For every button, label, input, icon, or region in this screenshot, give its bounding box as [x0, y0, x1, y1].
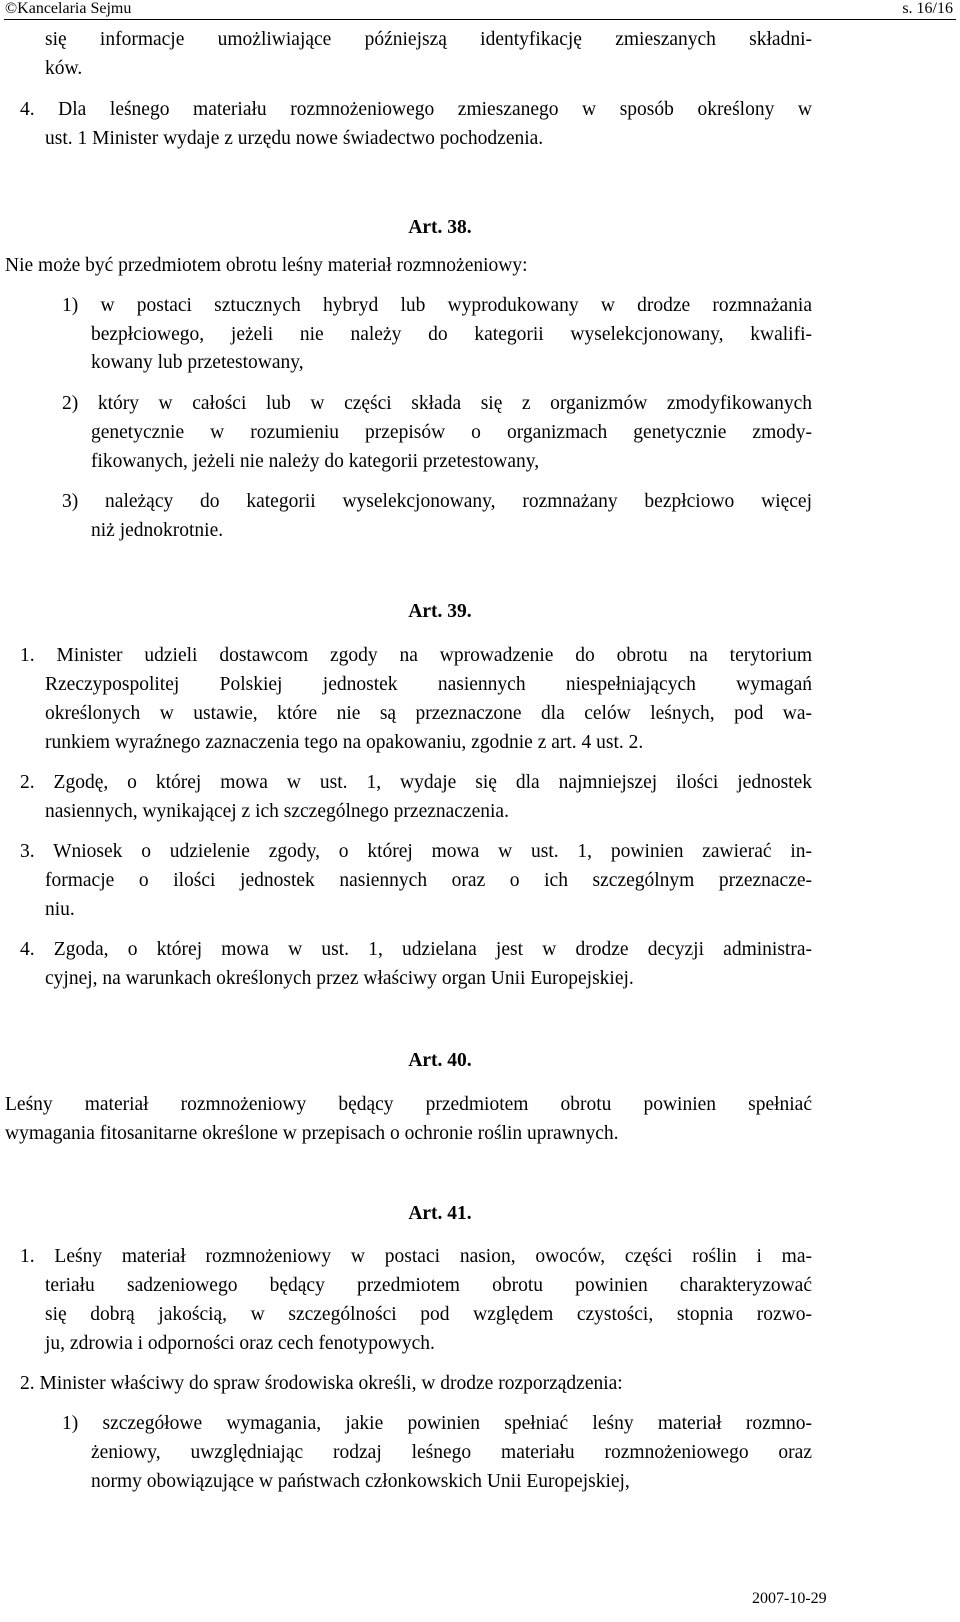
text-line: ust. 1 Minister wydaje z urzędu nowe świadectwo pochodzenia. [45, 128, 544, 149]
text-line: Nie może być przedmiotem obrotu leśny materiał rozmnożeniowy: [5, 255, 528, 276]
text-line: runkiem wyraźnego zaznaczenia tego na opakowaniu, zgodnie z art. 4 ust. 2. [45, 732, 644, 753]
text-line: genetycznie w rozumieniu przepisów o organizmach genetycznie zmody- [91, 422, 812, 443]
text-line: bezpłciowego, jeżeli nie należy do kategorii wyselekcjonowany, kwalifi- [91, 324, 812, 345]
text-line: Rzeczypospolitej Polskiej jednostek nasiennych niespełniających wymagań [45, 674, 812, 695]
text-line: teriału sadzeniowego będący przedmiotem obrotu powinien charakteryzować [45, 1275, 812, 1296]
text-line: niu. [45, 899, 75, 920]
article-heading: Art. 40. [408, 1050, 472, 1071]
article-heading: Art. 38. [408, 217, 472, 238]
text-line: nasiennych, wynikającej z ich szczególnego przeznaczenia. [45, 801, 509, 822]
text-line: 3) należący do kategorii wyselekcjonowany, rozmnażany bezpłciowo więcej [62, 491, 812, 512]
text-line: niż jednokrotnie. [91, 520, 224, 541]
text-line: formacje o ilości jednostek nasiennych oraz o ich szczególnym przeznacze- [45, 870, 812, 891]
text-line: Leśny materiał rozmnożeniowy będący przedmiotem obrotu powinien spełniać [5, 1094, 812, 1115]
text-line: ju, zdrowia i odporności oraz cech fenotypowych. [45, 1333, 435, 1354]
text-line: żeniowy, uwzględniając rodzaj leśnego materiału rozmnożeniowego oraz [91, 1442, 812, 1463]
text-line: normy obowiązujące w państwach członkowskich Unii Europejskiej, [91, 1471, 630, 1492]
header-source: ©Kancelaria Sejmu [5, 0, 132, 17]
text-line: 4. Dla leśnego materiału rozmnożeniowego zmieszanego w sposób określony w [20, 99, 812, 120]
text-line: się informacje umożliwiające późniejszą identyfikację zmieszanych składni- [45, 29, 812, 50]
text-line: 1. Leśny materiał rozmnożeniowy w postaci nasion, owoców, części roślin i ma- [20, 1246, 812, 1267]
text-line: się dobrą jakością, w szczególności pod względem czystości, stopnia rozwo- [45, 1304, 812, 1325]
text-line: 1) szczegółowe wymagania, jakie powinien spełniać leśny materiał rozmno- [62, 1413, 812, 1434]
text-line: 1) w postaci sztucznych hybryd lub wyprodukowany w drodze rozmnażania [62, 295, 812, 316]
text-line: ków. [45, 58, 83, 79]
footer-date: 2007-10-29 [752, 1590, 827, 1607]
text-line: fikowanych, jeżeli nie należy do kategorii przetestowany, [91, 451, 540, 472]
header-page-number: s. 16/16 [902, 0, 953, 17]
text-line: wymagania fitosanitarne określone w przepisach o ochronie roślin uprawnych. [5, 1123, 619, 1144]
text-line: 3. Wniosek o udzielenie zgody, o której mowa w ust. 1, powinien zawierać in- [20, 841, 812, 862]
text-line: 1. Minister udzieli dostawcom zgody na wprowadzenie do obrotu na terytorium [20, 645, 812, 666]
text-line: określonych w ustawie, które nie są przeznaczone dla celów leśnych, pod wa- [45, 703, 812, 724]
text-line: 2. Minister właściwy do spraw środowiska określi, w drodze rozporządzenia: [20, 1373, 623, 1394]
article-heading: Art. 41. [408, 1203, 472, 1224]
header-divider [4, 19, 956, 20]
text-line: 2) który w całości lub w części składa się z organizmów zmodyfikowanych [62, 393, 812, 414]
text-line: 4. Zgoda, o której mowa w ust. 1, udzielana jest w drodze decyzji administra- [20, 939, 812, 960]
article-heading: Art. 39. [408, 601, 472, 622]
text-line: cyjnej, na warunkach określonych przez właściwy organ Unii Europejskiej. [45, 968, 634, 989]
text-line: 2. Zgodę, o której mowa w ust. 1, wydaje się dla najmniejszej ilości jednostek [20, 772, 812, 793]
text-line: kowany lub przetestowany, [91, 352, 304, 373]
